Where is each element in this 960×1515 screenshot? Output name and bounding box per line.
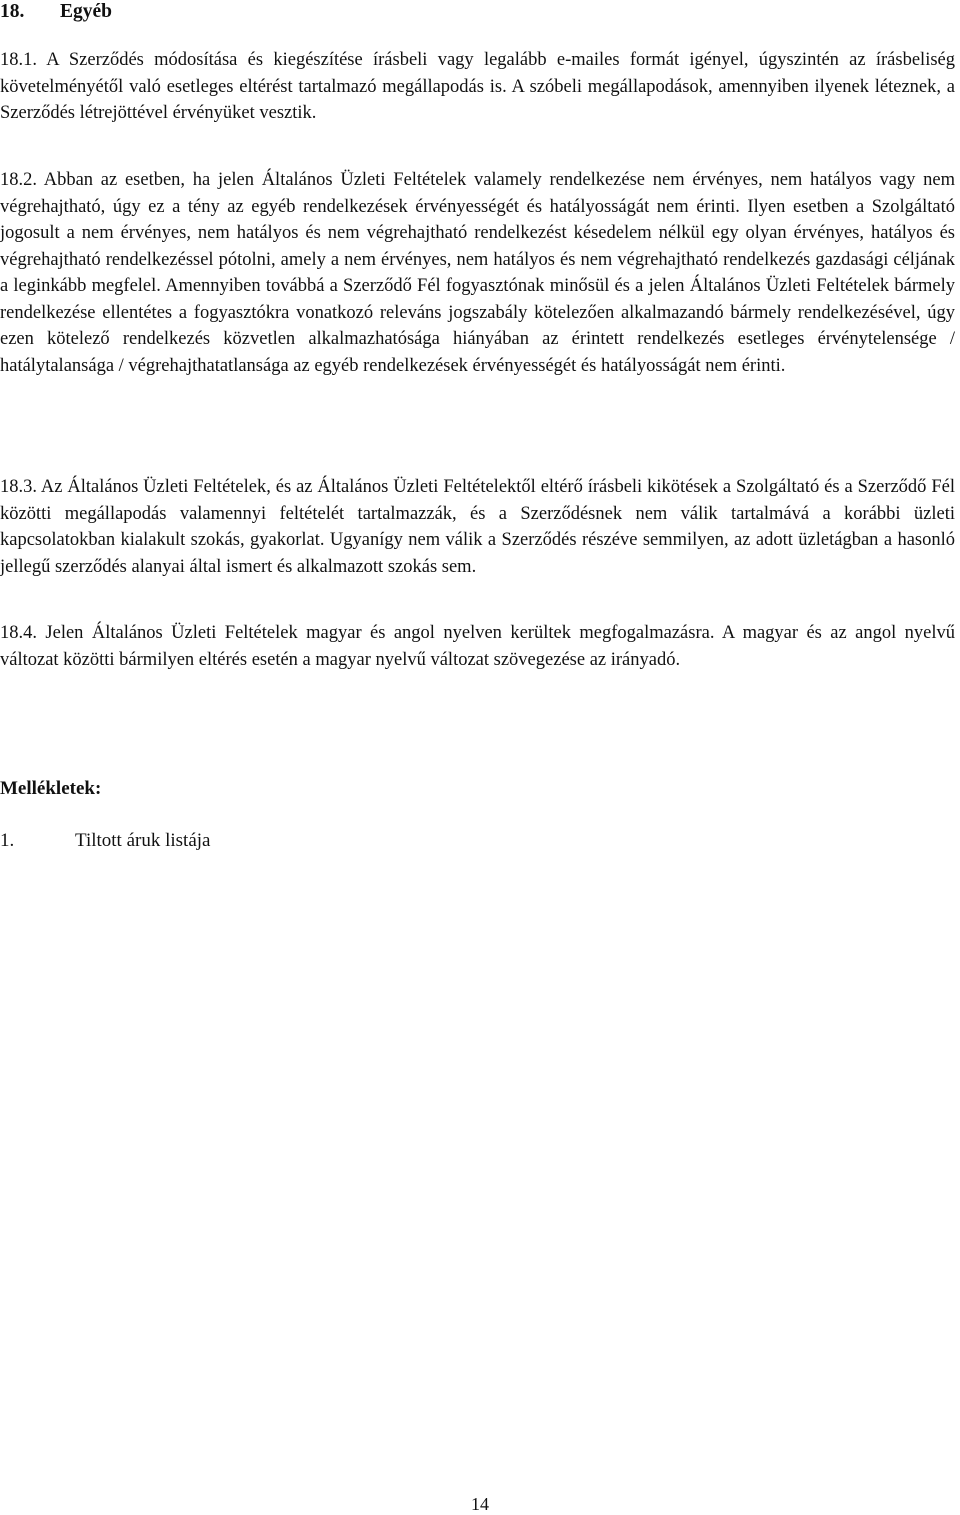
paragraph-18-4 (0, 620, 955, 673)
paragraph-number: 18.1. (0, 50, 37, 70)
attachment-number: 1. (0, 830, 15, 851)
paragraph-text: Jelen Általános Üzleti Feltételek magyar és angol nyelven kerültek megfogalmazásra. A magyar és az angol nyelvű változat közötti bármilyen eltérés esetén a magyar nyelvű változat szövegezése az irányadó. (0, 623, 955, 670)
paragraph-18-3 (0, 474, 955, 580)
paragraph-text: Az Általános Üzleti Feltételek, és az Általános Üzleti Feltételektől eltérő írásbeli kikötések a Szolgáltató és a Szerződő Fél közötti megállapodás valamennyi feltételét tartalmazzák, és a Szerződésnek nem válik tartalmává a korábbi üzleti kapcsolatokban kialakult szokás, gyakorlat. Ugyanígy nem válik a Szerződés részéve semmilyen, az adott üzletágban a hasonló jellegű szerződés alanyai által ismert és alkalmazott szokás sem. (0, 477, 955, 577)
section-number: 18. (0, 1, 25, 22)
section-title: Egyéb (60, 1, 113, 22)
attachment-label: Tiltott áruk listája (75, 830, 211, 851)
page-number: 14 (471, 1494, 489, 1514)
paragraph-number: 18.2. (0, 170, 37, 190)
section-heading (0, 0, 112, 24)
paragraph-text: A Szerződés módosítása és kiegészítése írásbeli vagy legalább e-mailes formát igényel, úgyszintén az írásbeliség követelményétől való esetleges eltérést tartalmazó megállapodás is. A szóbeli megállapodások, amennyiben ilyenek léteznek, a Szerződés létrejöttével érvényüket vesztik. (0, 50, 955, 123)
paragraph-number: 18.3. (0, 477, 37, 497)
paragraph-number: 18.4. (0, 623, 37, 643)
attachments-heading: Mellékletek: (0, 778, 102, 799)
attachment-item (0, 829, 210, 853)
paragraph-text: Abban az esetben, ha jelen Általános Üzleti Feltételek valamely rendelkezése nem érvényes, nem hatályos vagy nem végrehajtható, úgy ez a tény az egyéb rendelkezések érvényességét és hatályosságát nem érinti. Ilyen esetben a Szolgáltató jogosult a nem érvényes, nem hatályos és nem végrehajtható rendelkezést késedelem nélkül egy olyan érvényes, hatályos és végrehajtható rendelkezéssel pótolni, amely a nem érvényes, nem hatályos és nem végrehajtható rendelkezés gazdasági céljának a leginkább megfelel. Amennyiben továbbá a Szerződő Fél fogyasztónak minősül és a jelen Általános Üzleti Feltételek bármely rendelkezése ellentétes a fogyasztókra vonatkozó releváns jogszabály kötelezően alkalmazandó bármely rendelkezésével, úgy ezen kötelező rendelkezés közvetlen alkalmazhatósága hiányában az érintett rendelkezés esetleges érvénytelensége / hatálytalansága / végrehajthatatlansága az egyéb rendelkezések érvényességét és hatályosságát nem érinti. (0, 170, 955, 376)
paragraph-18-1 (0, 47, 955, 127)
paragraph-18-2 (0, 167, 955, 379)
